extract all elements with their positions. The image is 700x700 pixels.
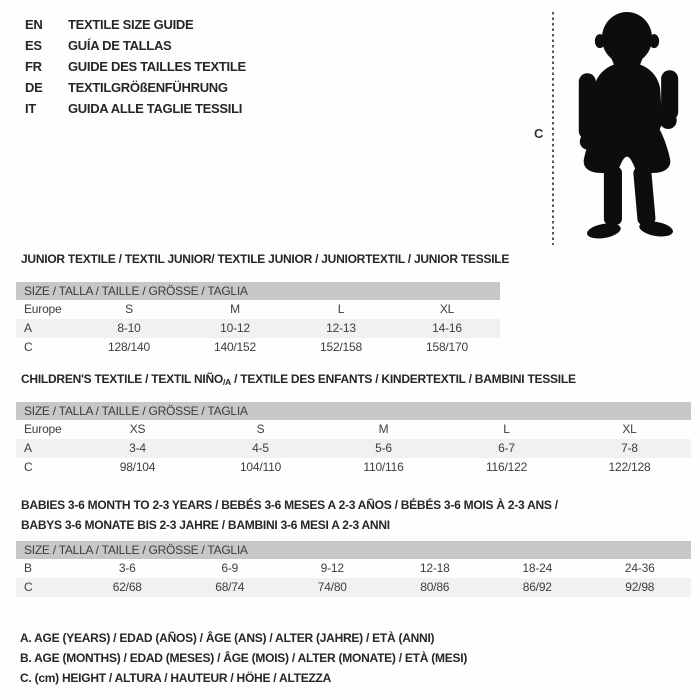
table-cell: 92/98 — [625, 580, 655, 594]
table-cell: 14-16 — [432, 321, 462, 335]
table-cell: L — [337, 302, 345, 316]
table-cell: M — [230, 302, 240, 316]
table-cell: 10-12 — [220, 321, 250, 335]
language-code: FR — [25, 59, 42, 74]
table-cell: 158/170 — [426, 340, 468, 354]
language-title: TEXTILE SIZE GUIDE — [68, 17, 194, 32]
language-code: IT — [25, 101, 36, 116]
table-cell: 6-9 — [221, 561, 239, 575]
language-row — [25, 98, 246, 119]
table-cell: S — [256, 422, 265, 436]
table-row — [16, 458, 691, 477]
language-code: ES — [25, 38, 42, 53]
table-cell: 18-24 — [522, 561, 553, 575]
babies-table-title — [21, 495, 558, 535]
language-row — [25, 14, 246, 35]
table-cell: 74/80 — [317, 580, 347, 594]
table-cell: 104/110 — [239, 460, 282, 474]
table-cell: 3-4 — [129, 441, 146, 455]
language-title: GUIDA ALLE TAGLIE TESSILI — [68, 101, 243, 116]
junior-table-title: JUNIOR TEXTILE / TEXTIL JUNIOR/ TEXTILE JUNIOR / JUNIORTEXTIL / JUNIOR TESSILE — [21, 252, 510, 266]
row-label: Europe — [24, 422, 62, 436]
table-cell: 110/116 — [363, 460, 404, 474]
size-header-bar: SIZE / TALLA / TAILLE / GRÖSSE / TAGLIA — [16, 282, 500, 300]
table-cell: 128/140 — [108, 340, 150, 354]
table-cell: XS — [129, 422, 146, 436]
babies-title-line1: BABIES 3-6 MONTH TO 2-3 YEARS / BEBÉS 3-6 MESES A 2-3 AÑOS / BÉBÉS 3-6 MOIS À 2-3 ANS / — [21, 498, 558, 512]
row-label: C — [24, 580, 33, 594]
language-title: GUIDE DES TAILLES TEXTILE — [68, 59, 246, 74]
footnotes — [20, 628, 467, 688]
table-cell: 68/74 — [215, 580, 245, 594]
language-code: DE — [25, 80, 43, 95]
table-cell: 8-10 — [117, 321, 141, 335]
table-row — [16, 578, 691, 597]
children-title-suffix: / TEXTILE DES ENFANTS / KINDERTEXTIL / BAMBINI TESSILE — [230, 372, 576, 386]
table-cell: XL — [439, 302, 455, 316]
row-label: Europe — [24, 302, 62, 316]
table-row — [16, 439, 691, 458]
children-table-title — [21, 372, 576, 387]
measure-label-c: C — [534, 126, 544, 141]
table-cell: 86/92 — [522, 580, 552, 594]
language-list — [25, 14, 246, 119]
footnote-c: C. (cm) HEIGHT / ALTURA / HAUTEUR / HÖHE / ALTEZZA — [20, 671, 332, 685]
table-row — [16, 300, 500, 319]
table-cell: 6-7 — [498, 441, 515, 455]
row-label: C — [24, 340, 33, 354]
row-label: A — [24, 321, 32, 335]
table-row — [16, 420, 691, 439]
table-cell: 12-18 — [419, 561, 450, 575]
children-title-prefix: CHILDREN'S TEXTILE / TEXTIL NIÑO — [21, 372, 223, 386]
table-cell: 9-12 — [320, 561, 344, 575]
children-title-subscript: /A — [222, 377, 231, 387]
table-cell: 80/86 — [420, 580, 450, 594]
table-cell: XL — [622, 422, 637, 436]
table-cell: L — [503, 422, 510, 436]
footnote-a: A. AGE (YEARS) / EDAD (AÑOS) / ÂGE (ANS) / ALTER (JAHRE) / ETÀ (ANNI) — [20, 631, 435, 645]
language-row — [25, 77, 246, 98]
size-header-bar: SIZE / TALLA / TAILLE / GRÖSSE / TAGLIA — [16, 402, 691, 420]
table-cell: 4-5 — [252, 441, 269, 455]
language-row — [25, 35, 246, 56]
table-cell: M — [378, 422, 389, 436]
table-cell: 116/122 — [485, 460, 528, 474]
language-title: GUÍA DE TALLAS — [68, 38, 172, 53]
row-label: C — [24, 460, 33, 474]
table-cell: 122/128 — [608, 460, 651, 474]
table-cell: 12-13 — [326, 321, 356, 335]
children-table — [16, 402, 691, 477]
table-cell: 7-8 — [621, 441, 638, 455]
junior-table — [16, 282, 500, 357]
row-label: A — [24, 441, 32, 455]
table-row — [16, 338, 500, 357]
row-label: B — [24, 561, 32, 575]
size-header-bar: SIZE / TALLA / TAILLE / GRÖSSE / TAGLIA — [16, 541, 691, 559]
language-code: EN — [25, 17, 43, 32]
table-cell: 3-6 — [118, 561, 136, 575]
table-cell: 140/152 — [214, 340, 256, 354]
babies-table — [16, 541, 691, 597]
table-row — [16, 319, 500, 338]
table-cell: 98/104 — [119, 460, 156, 474]
language-row — [25, 56, 246, 77]
table-cell: 5-6 — [375, 441, 392, 455]
table-row — [16, 559, 691, 578]
height-measure-dashed-line — [552, 12, 554, 245]
baby-silhouette-icon — [562, 10, 698, 246]
table-cell: 24-36 — [624, 561, 655, 575]
table-cell: 62/68 — [112, 580, 142, 594]
table-cell: S — [125, 302, 133, 316]
table-cell: 152/158 — [320, 340, 362, 354]
language-title: TEXTILGRÖßENFÜHRUNG — [68, 80, 228, 95]
footnote-b: B. AGE (MONTHS) / EDAD (MESES) / ÂGE (MOIS) / ALTER (MONATE) / ETÀ (MESI) — [20, 651, 468, 665]
babies-title-line2: BABYS 3-6 MONATE BIS 2-3 JAHRE / BAMBINI 3-6 MESI A 2-3 ANNI — [21, 518, 390, 532]
